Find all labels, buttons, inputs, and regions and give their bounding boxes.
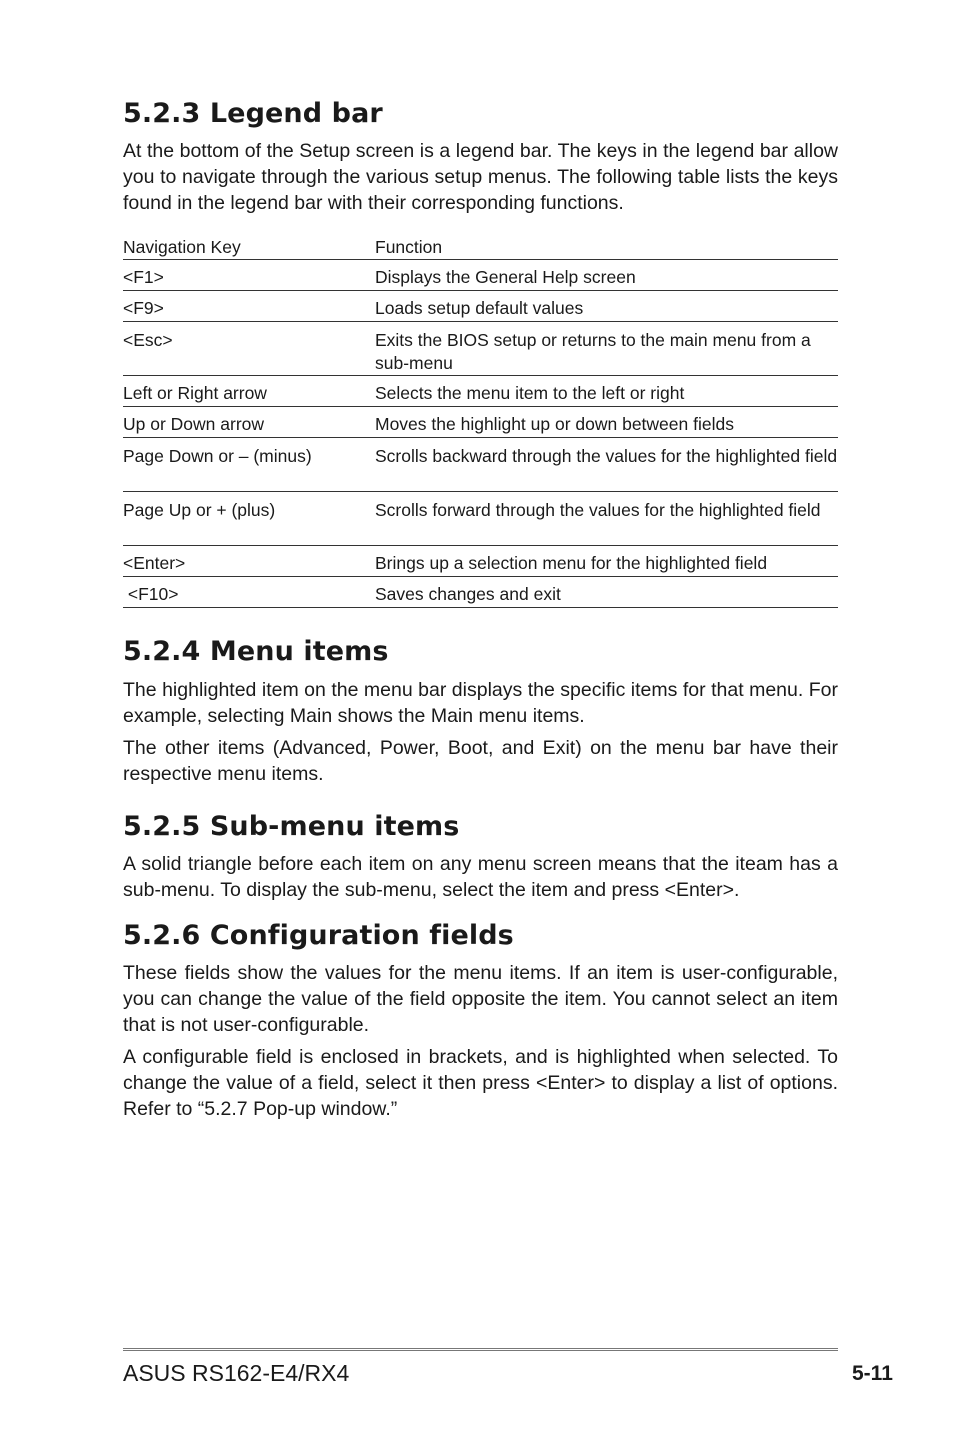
- submenu-heading: 5.2.5 Sub-menu items: [123, 811, 460, 842]
- table-row: [123, 376, 838, 407]
- row-key: Page Down or – (minus): [123, 446, 312, 466]
- table-row: [123, 546, 838, 577]
- footer-page-number: 5-11: [852, 1362, 893, 1385]
- row-key: <F1>: [123, 267, 164, 287]
- document-page: [123, 96, 838, 1122]
- table-header-row: [123, 236, 838, 260]
- menu-items-section: [123, 634, 838, 787]
- table-row: [123, 260, 838, 291]
- row-function: Moves the highlight up or down between fields: [375, 414, 734, 434]
- row-key: Page Up or + (plus): [123, 500, 276, 520]
- table-row: [123, 322, 838, 376]
- configuration-fields-heading: 5.2.6 Configuration fields: [123, 920, 514, 951]
- row-function: Scrolls forward through the values for the highlighted field: [375, 500, 821, 520]
- configuration-fields-section: [123, 918, 838, 1122]
- submenu-paragraph: A solid triangle before each item on any menu screen means that the iteam has a sub-menu. To display the sub-menu, select the item and press <Enter>.: [123, 853, 838, 901]
- submenu-section: [123, 809, 838, 903]
- menu-items-paragraph-1: The highlighted item on the menu bar displays the specific items for that menu. For example, selecting Main shows the Main menu items.: [123, 679, 838, 727]
- header-navigation-key: Navigation Key: [123, 237, 241, 257]
- row-key: Up or Down arrow: [123, 414, 265, 434]
- row-key: <Enter>: [123, 553, 186, 573]
- footer-product-name: ASUS RS162-E4/RX4: [123, 1360, 350, 1386]
- row-key: <F10>: [123, 584, 179, 604]
- row-function: Loads setup default values: [375, 298, 584, 318]
- navigation-key-table: [123, 236, 838, 608]
- table-row: [123, 492, 838, 546]
- row-function: Exits the BIOS setup or returns to the main menu from a sub-menu: [375, 330, 811, 373]
- menu-items-heading: 5.2.4 Menu items: [123, 636, 389, 667]
- row-function: Scrolls backward through the values for the highlighted field: [375, 446, 838, 466]
- configuration-fields-paragraph-2: A configurable field is enclosed in brackets, and is highlighted when selected. To change the value of a field, select it then press <Enter> to display a list of options. Refer to “5.2.7 Pop-up window.”: [123, 1046, 838, 1120]
- configuration-fields-paragraph-1: These fields show the values for the menu items. If an item is user-configurable, you can change the value of the field opposite the item. You cannot select an item that is not user-configurable.: [123, 962, 838, 1036]
- row-key: Left or Right arrow: [123, 383, 267, 403]
- table-row: [123, 407, 838, 438]
- table-row: [123, 291, 838, 322]
- row-function: Saves changes and exit: [375, 584, 561, 604]
- row-function: Displays the General Help screen: [375, 267, 636, 287]
- table-row: [123, 438, 838, 492]
- row-key: <Esc>: [123, 330, 173, 350]
- legend-bar-intro: At the bottom of the Setup screen is a legend bar. The keys in the legend bar allow you to navigate through the various setup menus. The following table lists the keys found in the legend bar with their corresponding functions.: [123, 140, 838, 214]
- row-key: <F9>: [123, 298, 164, 318]
- header-function: Function: [375, 237, 443, 257]
- menu-items-paragraph-2: The other items (Advanced, Power, Boot, and Exit) on the menu bar have their respective menu items.: [123, 737, 838, 785]
- table-row: [123, 577, 838, 608]
- footer-divider: [123, 1348, 838, 1351]
- legend-bar-heading: 5.2.3 Legend bar: [123, 98, 383, 129]
- row-function: Selects the menu item to the left or right: [375, 383, 685, 403]
- row-function: Brings up a selection menu for the highlighted field: [375, 553, 768, 573]
